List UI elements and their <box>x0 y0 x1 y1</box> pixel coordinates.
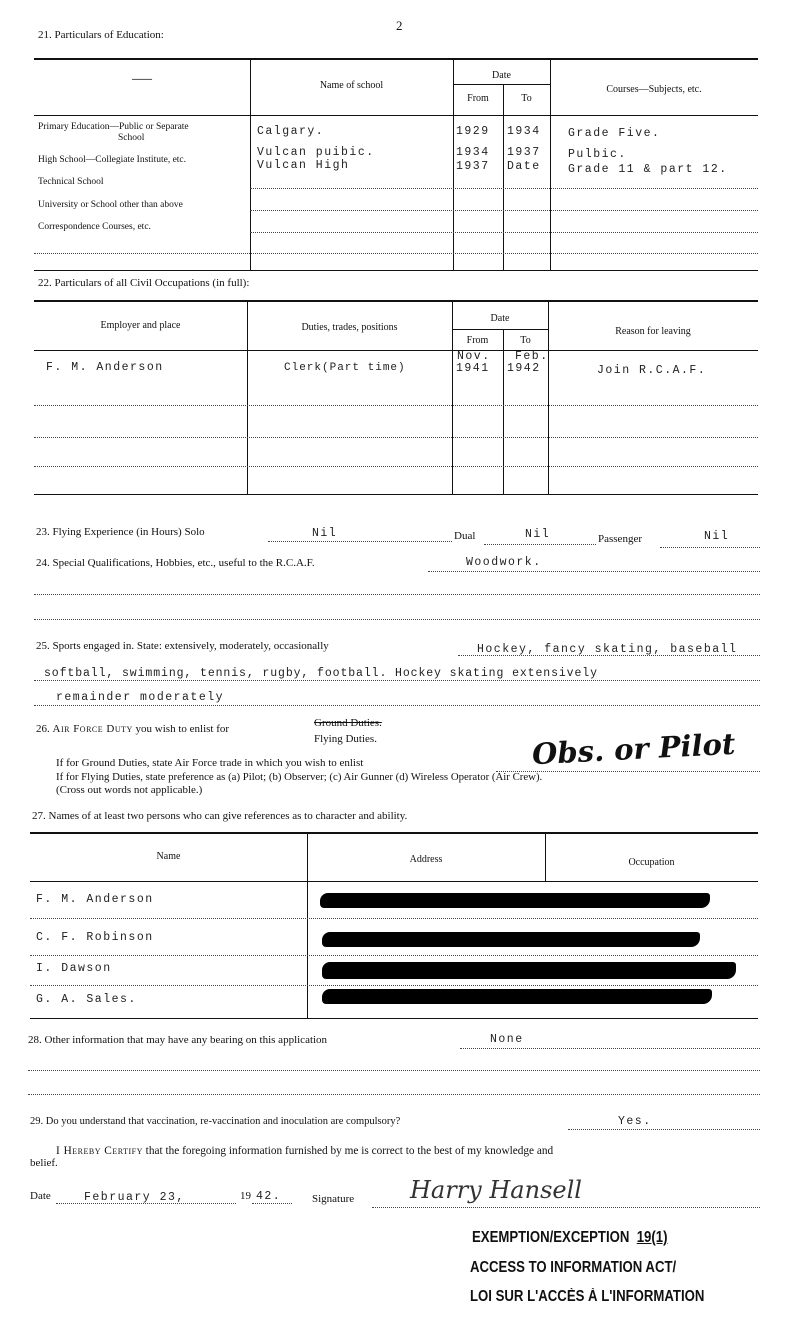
occ-from-header: From <box>466 335 489 346</box>
flying-duties-option: Flying Duties. <box>314 733 377 745</box>
section-26-label: 26. Air Force Duty you wish to enlist for <box>36 723 230 735</box>
ground-trade-line: If for Ground Duties, state Air Force trade in which you wish to enlist <box>56 757 364 769</box>
row-primary-label-2: School <box>118 133 145 143</box>
ground-duties-option: Ground Duties. <box>314 717 382 729</box>
occ-date-header: Date <box>490 313 510 324</box>
school-entry-3: Vulcan High <box>257 159 350 172</box>
dash-header: —— <box>132 74 152 85</box>
course-entry-1: Grade Five. <box>568 127 661 140</box>
occ-to-header: To <box>520 335 531 346</box>
duty-preference-handwriting: Obs. or Pilot <box>531 726 737 772</box>
certify-text-2: belief. <box>30 1157 58 1169</box>
section-23-label: 23. Flying Experience (in Hours) Solo <box>36 526 205 538</box>
section-22-title: 22. Particulars of all Civil Occupations (in full): <box>38 277 250 289</box>
to-entry-3: Date <box>507 160 541 173</box>
to-header: To <box>521 93 532 104</box>
redaction-bar <box>320 893 710 908</box>
reference-name-3: I. Dawson <box>36 962 112 975</box>
date-value: February 23, <box>84 1191 185 1204</box>
school-header: Name of school <box>319 80 384 91</box>
certify-text: I Hereby Certify that the foregoing information furnished by me is correct to the best of my knowledge and <box>56 1145 554 1157</box>
reference-name-1: F. M. Anderson <box>36 893 154 906</box>
stamp-loi-line: LOI SUR L'ACCÈS À L'INFORMATION <box>470 1288 705 1305</box>
employer-entry: F. M. Anderson <box>46 361 164 374</box>
row-high-label: High School—Collegiate Institute, etc. <box>38 155 187 165</box>
section-29-label: 29. Do you understand that vaccination, re-vaccination and inoculation are compulsory? <box>30 1116 401 1127</box>
year-prefix: 19 <box>240 1190 251 1202</box>
course-entry-3: Grade 11 & part 12. <box>568 163 728 176</box>
section-27-title: 27. Names of at least two persons who can give references as to character and ability. <box>32 810 408 822</box>
vaccination-value: Yes. <box>618 1115 652 1128</box>
to-month-entry: Feb. <box>515 350 549 363</box>
reference-name-4: G. A. Sales. <box>36 993 137 1006</box>
ref-address-header: Address <box>409 854 443 865</box>
solo-value: Nil <box>312 527 338 540</box>
school-entry-1: Calgary. <box>257 125 325 138</box>
stamp-access-line: ACCESS TO INFORMATION ACT/ <box>470 1259 677 1276</box>
redaction-bar <box>322 932 700 947</box>
row-univ-label: University or School other than above <box>38 200 183 210</box>
signature-label: Signature <box>312 1193 355 1205</box>
duties-entry: Clerk(Part time) <box>284 362 406 374</box>
from-month-entry: Nov. <box>457 350 491 363</box>
stamp-exemption-line: EXEMPTION/EXCEPTION 19(1) <box>472 1229 668 1246</box>
qualifications-value: Woodwork. <box>466 556 542 569</box>
date-header: Date <box>492 70 511 81</box>
date-label: Date <box>30 1190 51 1202</box>
reason-entry: Join R.C.A.F. <box>597 364 707 377</box>
course-entry-2: Pulbic. <box>568 148 627 161</box>
reason-header: Reason for leaving <box>615 326 691 337</box>
from-year-entry: 1941 <box>456 362 490 375</box>
redaction-bar <box>322 962 736 979</box>
courses-header: Courses—Subjects, etc. <box>606 84 702 95</box>
row-corr-label: Correspondence Courses, etc. <box>38 222 151 232</box>
section-25-label: 25. Sports engaged in. State: extensively, moderately, occasionally <box>36 640 329 652</box>
page-number: 2 <box>396 18 403 33</box>
employer-header: Employer and place <box>100 320 181 331</box>
flying-preference-line: If for Flying Duties, state preference as (a) Pilot; (b) Observer; (c) Air Gunner (d) Wireless Operator (Air Crew). <box>56 771 543 783</box>
sports-line-2: softball, swimming, tennis, rugby, football. Hockey skating extensively <box>44 667 598 680</box>
school-entry-2: Vulcan puibic. <box>257 146 375 159</box>
redaction-bar <box>322 989 712 1004</box>
sports-line-1: Hockey, fancy skating, baseball <box>477 643 738 656</box>
section-24-label: 24. Special Qualifications, Hobbies, etc., useful to the R.C.A.F. <box>36 557 315 569</box>
from-header: From <box>467 93 489 104</box>
from-entry-2: 1934 <box>456 146 490 159</box>
section-21-title: 21. Particulars of Education: <box>38 29 164 41</box>
to-year-entry: 1942 <box>507 362 541 375</box>
dual-label: Dual <box>454 530 476 542</box>
dual-value: Nil <box>525 528 551 541</box>
passenger-label: Passenger <box>598 533 642 545</box>
from-entry-3: 1937 <box>456 160 490 173</box>
ref-occupation-header: Occupation <box>628 857 675 868</box>
other-info-value: None <box>490 1033 524 1046</box>
to-entry-2: 1937 <box>507 146 541 159</box>
reference-name-2: C. F. Robinson <box>36 931 154 944</box>
section-28-label: 28. Other information that may have any bearing on this application <box>28 1034 328 1046</box>
row-tech-label: Technical School <box>38 177 104 187</box>
to-entry-1: 1934 <box>507 125 541 138</box>
signature: Harry Hansell <box>410 1176 582 1204</box>
sports-line-3: remainder moderately <box>56 691 225 704</box>
from-entry-1: 1929 <box>456 125 490 138</box>
cross-out-note: (Cross out words not applicable.) <box>56 784 203 796</box>
ref-name-header: Name <box>156 851 181 862</box>
year-value: 42. <box>256 1190 282 1203</box>
passenger-value: Nil <box>704 530 730 543</box>
row-primary-label: Primary Education—Public or Separate <box>38 122 189 132</box>
duties-header: Duties, trades, positions <box>301 322 398 333</box>
